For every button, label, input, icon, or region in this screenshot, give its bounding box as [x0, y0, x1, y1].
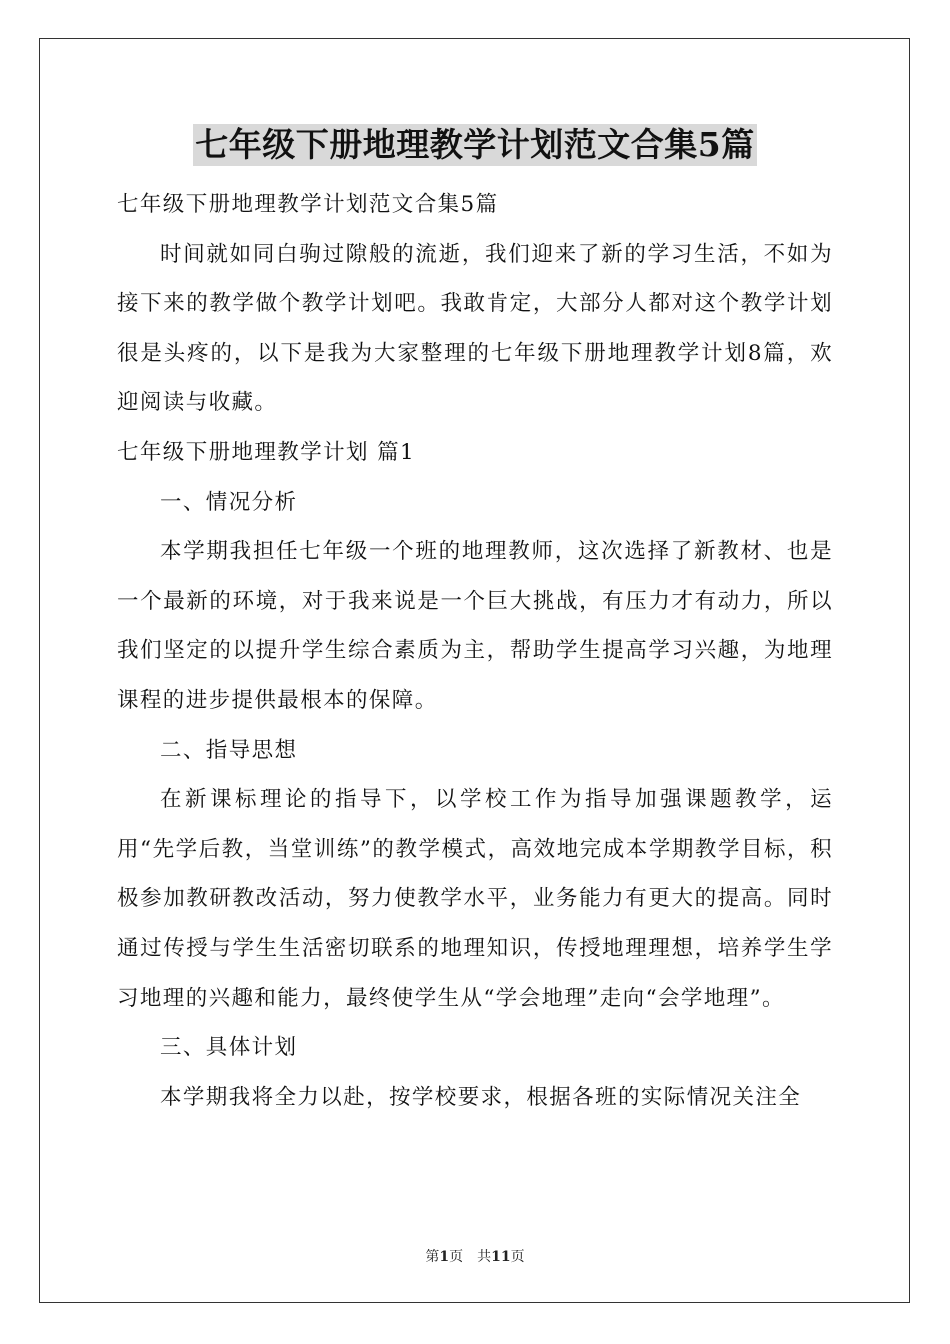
footer-mid: 页 共 — [449, 1249, 492, 1265]
subtitle-line: 七年级下册地理教学计划范文合集5篇 — [117, 192, 499, 217]
page-footer — [0, 1247, 950, 1267]
document-body — [117, 180, 833, 1122]
specific-plan-paragraph: 本学期我将全力以赴，按学校要求，根据各班的实际情况关注全 — [160, 1084, 802, 1110]
footer-prefix: 第 — [425, 1249, 440, 1265]
heading-situation-analysis: 一、情况分析 — [160, 489, 298, 515]
footer-suffix: 页 — [510, 1249, 525, 1265]
situation-analysis-paragraph: 本学期我担任七年级一个班的地理教师，这次选择了新教材、也是一个最新的环境，对于我来说是一个巨大挑战，有压力才有动力，所以我们坚定的以提升学生综合素质为主，帮助学生提高学习兴趣，为地理课程的进步提供最根本的保障。 — [117, 539, 833, 713]
footer-current-page: 1 — [439, 1249, 450, 1265]
guiding-ideology-paragraph: 在新课标理论的指导下，以学校工作为指导加强课题教学，运用“先学后教，当堂训练”的教学模式，高效地完成本学期教学目标，积极参加教研教改活动，努力使教学水平，业务能力有更大的提高。同时通过传授与学生生活密切联系的地理知识，传授地理理想，培养学生学习地理的兴趣和能力，最终使学生从“学会地理”走向“会学地理”。 — [117, 787, 833, 1011]
footer-total-pages: 11 — [491, 1249, 511, 1265]
document-title: 七年级下册地理教学计划范文合集5篇 — [195, 125, 755, 164]
section-heading-plan-1: 七年级下册地理教学计划 篇1 — [117, 439, 416, 465]
heading-specific-plan: 三、具体计划 — [160, 1035, 298, 1061]
intro-paragraph: 时间就如同白驹过隙般的流逝，我们迎来了新的学习生活，不如为接下来的教学做个教学计划吧。我敢肯定，大部分人都对这个教学计划很是头疼的，以下是我为大家整理的七年级下册地理教学计划8篇，欢迎阅读与收藏。 — [117, 241, 833, 416]
heading-guiding-ideology: 二、指导思想 — [160, 737, 298, 763]
title-container — [0, 124, 950, 166]
